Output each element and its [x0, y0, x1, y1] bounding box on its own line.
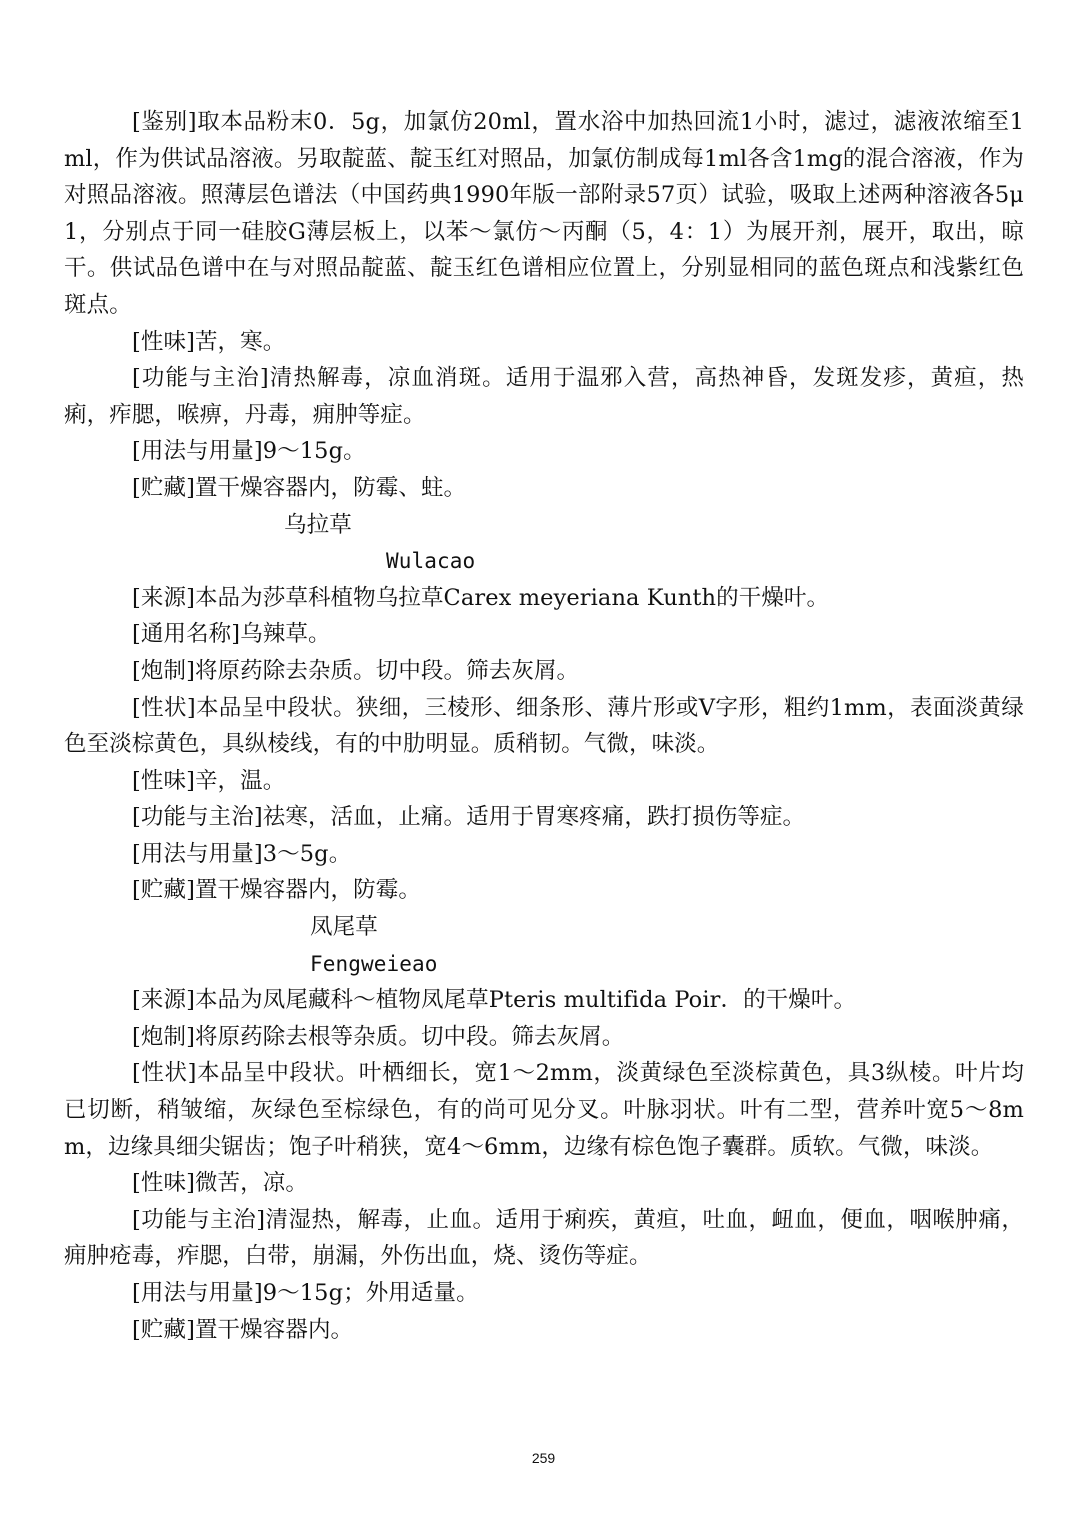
paragraph-identification: [鉴别]取本品粉末0．5g，加氯仿20ml，置水浴中加热回流1小时，滤过，滤液浓缩至1ml，作为供试品溶液。另取靛蓝、靛玉红对照品，加氯仿制成每1ml各含1mg的混合溶液，作为对照品溶液。照薄层色谱法（中国药典1990年版一部附录57页）试验，吸取上述两种溶液各5μ 1，分别点于同一硅胶G薄层板上，以苯～氯仿～丙酮（5，4：1）为展开剂，展开，取出，晾干。供试品色谱中在与对照品靛蓝、靛玉红色谱相应位置上，分别显相同的蓝色斑点和浅紫红色斑点。 [64, 109, 1024, 318]
paragraph-storage: [贮藏]置干燥容器内，防霉。 [132, 877, 421, 904]
paragraph-common-name: [通用名称]乌辣草。 [132, 621, 331, 648]
paragraph-storage: [贮藏]置干燥容器内，防霉、蛀。 [132, 474, 467, 501]
body-text [64, 104, 1024, 1348]
heading-wulacao: 乌拉草 [284, 511, 352, 538]
paragraph-taste: [性味]苦，寒。 [132, 328, 286, 355]
paragraph-source: [来源]本品为凤尾藏科～植物凤尾草Pteris multifida Poir．的干燥叶。 [132, 987, 857, 1014]
paragraph-dosage: [用法与用量]9～15g；外用适量。 [132, 1280, 479, 1306]
paragraph-processing: [炮制]将原药除去杂质。切中段。筛去灰屑。 [132, 657, 580, 684]
paragraph-taste: [性味]辛，温。 [132, 767, 286, 794]
heading-fengweicao: 凤尾草 [310, 914, 378, 941]
page-number: 259 [531, 1450, 556, 1466]
paragraph-description: [性状]本品呈中段状。叶栖细长，宽1～2mm，淡黄绿色至淡棕黄色，具3纵棱。叶片均已切断，稍皱缩，灰绿色至棕绿色，有的尚可见分叉。叶脉羽状。叶有二型，营养叶宽5～8mm，边缘具细尖锯齿；饱子叶稍狭，宽4～6mm，边缘有棕色饱子囊群。质软。气微，味淡。 [64, 1060, 1024, 1160]
paragraph-taste: [性味]微苦，凉。 [132, 1170, 308, 1197]
heading-wulacao-pinyin: Wulacao [386, 549, 476, 574]
paragraph-dosage: [用法与用量]3～5g。 [132, 840, 352, 867]
heading-fengweicao-pinyin: Fengweieao [310, 951, 438, 976]
paragraph-description: [性状]本品呈中段状。狭细，三棱形、细条形、薄片形或V字形，粗约1mm，表面淡黄绿色至淡棕黄色，具纵棱线，有的中肋明显。质稍韧。气微，味淡。 [64, 694, 1024, 758]
paragraph-processing: [炮制]将原药除去根等杂质。切中段。筛去灰屑。 [132, 1023, 625, 1050]
paragraph-function: [功能与主治]祛寒，活血，止痛。适用于胃寒疼痛，跌打损伤等症。 [132, 804, 806, 831]
paragraph-function: [功能与主治]清热解毒，凉血消斑。适用于温邪入营，高热神昏，发斑发疹，黄疸，热痢，痄腮，喉痹，丹毒，痈肿等症。 [64, 365, 1024, 428]
paragraph-storage: [贮藏]置干燥容器内。 [132, 1316, 354, 1343]
paragraph-source: [来源]本品为莎草科植物乌拉草Carex meyeriana Kunth的干燥叶。 [132, 584, 830, 611]
paragraph-function: [功能与主治]清湿热，解毒，止血。适用于痢疾，黄疸，吐血，衄血，便血，咽喉肿痛，痈肿疮毒，痄腮，白带，崩漏，外伤出血，烧、烫伤等症。 [64, 1206, 1024, 1270]
paragraph-dosage: [用法与用量]9～15g。 [132, 438, 366, 465]
